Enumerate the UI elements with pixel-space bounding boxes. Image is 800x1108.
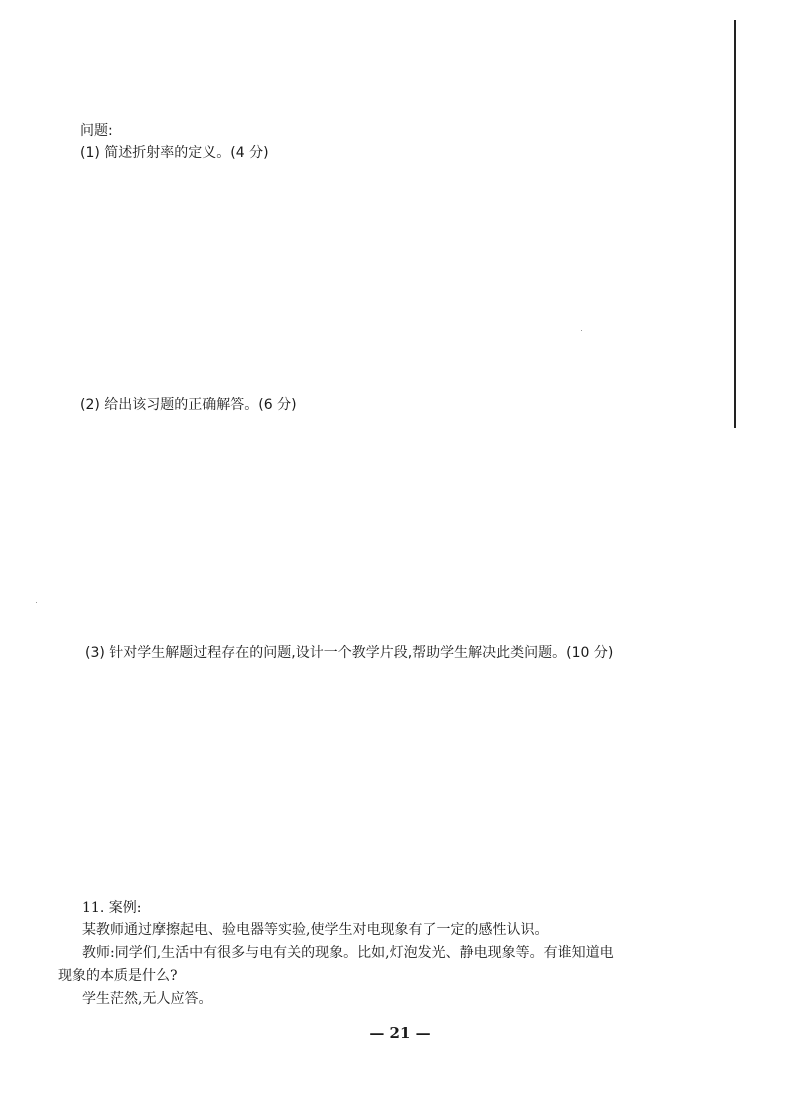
question-3: (3) 针对学生解题过程存在的问题,设计一个教学片段,帮助学生解决此类问题。(10 分) [85,645,614,661]
scan-speck [36,602,37,603]
scan-speck [581,330,582,331]
page-number: — 21 — [369,1024,431,1042]
case-line: 教师:同学们,生活中有很多与电有关的现象。比如,灯泡发光、静电现象等。有谁知道电 [82,945,614,961]
case-line: 某教师通过摩擦起电、验电器等实验,使学生对电现象有了一定的感性认识。 [82,922,549,938]
question-2: (2) 给出该习题的正确解答。(6 分) [80,397,297,413]
case-line: 现象的本质是什么? [58,968,178,984]
question-1: (1) 简述折射率的定义。(4 分) [80,145,269,161]
questions-heading: 问题: [80,123,113,139]
case-line: 学生茫然,无人应答。 [82,991,213,1007]
page-margin-line [734,20,736,428]
case-heading: 11. 案例: [82,900,142,916]
